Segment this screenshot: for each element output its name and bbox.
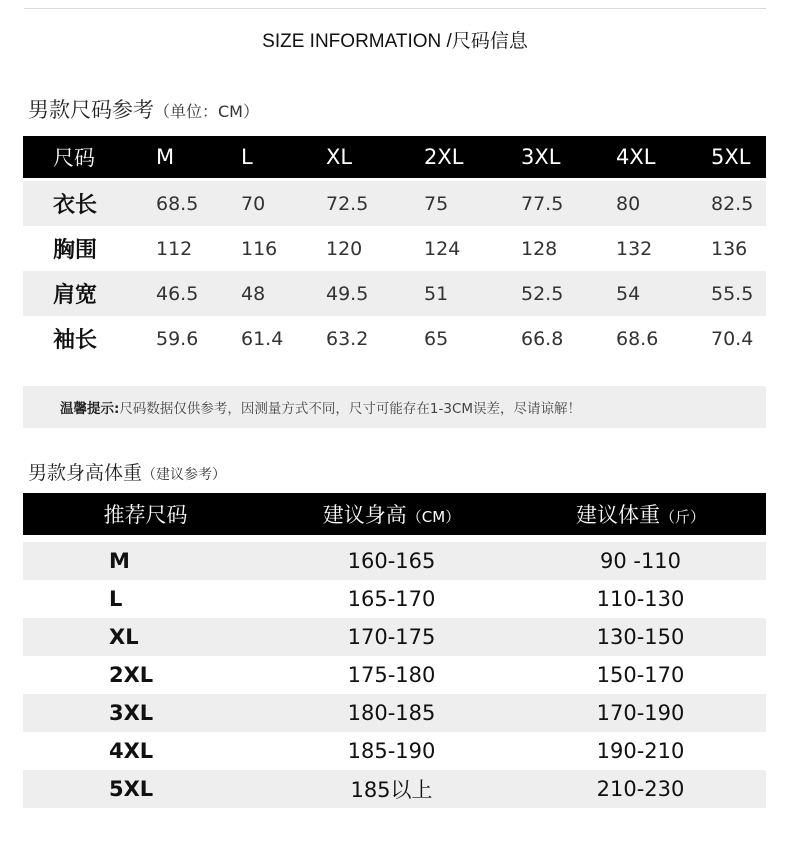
height-cell: 180-185 [347, 701, 436, 725]
size-table [23, 136, 766, 361]
table-row [23, 618, 766, 656]
size-cell: L [109, 587, 123, 611]
table-cell: 61.4 [241, 327, 284, 350]
table-cell: 82.5 [711, 192, 754, 215]
tip-banner [23, 386, 766, 428]
recommend-table-header [23, 493, 766, 535]
table-cell: 128 [521, 237, 558, 260]
section-title-text: 男款身高体重 [28, 462, 143, 484]
table-cell: 52.5 [521, 282, 564, 305]
weight-cell: 170-190 [596, 701, 685, 725]
size-cell: 2XL [109, 663, 154, 687]
section-title-height-weight [28, 458, 226, 485]
table-cell: 49.5 [326, 282, 369, 305]
table-cell: 66.8 [521, 327, 564, 350]
size-cell: 5XL [109, 777, 154, 801]
table-row [23, 316, 766, 361]
table-row [23, 181, 766, 226]
section-title-size-reference [28, 94, 259, 124]
header-main: 建议体重 [575, 503, 660, 527]
header-cell: 5XL [711, 145, 751, 169]
table-cell: 63.2 [326, 327, 369, 350]
section-note: （建议参考） [142, 467, 227, 483]
table-cell: 132 [616, 237, 653, 260]
section-title-text: 男款尺码参考 [28, 98, 154, 122]
size-cell: 4XL [109, 739, 154, 763]
size-table-header [23, 136, 766, 178]
header-cell: XL [326, 145, 353, 169]
header-cell: 2XL [424, 145, 464, 169]
table-cell: 70 [241, 192, 266, 215]
tip-text: 尺码数据仅供参考，因测量方式不同，尺寸可能存在1-3CM误差，尽请谅解！ [119, 401, 582, 417]
height-cell: 165-170 [347, 587, 436, 611]
table-cell: 116 [241, 237, 278, 260]
table-cell: 65 [424, 327, 449, 350]
table-cell: 72.5 [326, 192, 369, 215]
header-cell [515, 499, 766, 529]
table-row [23, 542, 766, 580]
header-sub: （CM） [406, 508, 461, 526]
table-row [23, 226, 766, 271]
table-cell: 112 [156, 237, 193, 260]
table-row [23, 656, 766, 694]
height-cell: 185以上 [350, 778, 433, 802]
header-cell: M [156, 145, 175, 169]
weight-cell: 90 -110 [599, 549, 682, 573]
row-label: 袖长 [53, 328, 98, 353]
table-cell: 124 [424, 237, 461, 260]
tip-label: 温馨提示: [60, 401, 120, 417]
table-cell: 55.5 [711, 282, 754, 305]
page-title: SIZE INFORMATION /尺码信息 [262, 31, 528, 52]
weight-cell: 190-210 [596, 739, 685, 763]
table-cell: 68.5 [156, 192, 199, 215]
table-cell: 59.6 [156, 327, 199, 350]
size-cell: 3XL [109, 701, 154, 725]
header-cell: 3XL [521, 145, 561, 169]
table-row [23, 770, 766, 808]
header-cell: L [241, 145, 253, 169]
height-cell: 175-180 [347, 663, 436, 687]
table-cell: 120 [326, 237, 363, 260]
header-cell: 4XL [616, 145, 656, 169]
size-cell: M [109, 549, 130, 573]
header-main: 推荐尺码 [103, 503, 188, 527]
table-cell: 77.5 [521, 192, 564, 215]
table-row [23, 694, 766, 732]
table-cell: 80 [616, 192, 641, 215]
weight-cell: 210-230 [596, 777, 685, 801]
table-row [23, 580, 766, 618]
header-cell [268, 499, 515, 529]
header-cell [23, 499, 268, 529]
weight-cell: 110-130 [596, 587, 685, 611]
weight-cell: 130-150 [596, 625, 685, 649]
size-cell: XL [109, 625, 139, 649]
row-label: 衣长 [53, 193, 98, 218]
table-cell: 48 [241, 282, 266, 305]
header-cell: 尺码 [53, 146, 95, 170]
table-cell: 46.5 [156, 282, 199, 305]
row-label: 胸围 [53, 238, 98, 263]
table-cell: 68.6 [616, 327, 659, 350]
top-divider [24, 8, 766, 9]
table-cell: 54 [616, 282, 641, 305]
section-unit: （单位：CM） [154, 102, 259, 121]
height-cell: 185-190 [347, 739, 436, 763]
row-label: 肩宽 [53, 283, 98, 308]
table-row [23, 732, 766, 770]
header-sub: （斤） [659, 508, 705, 526]
table-cell: 136 [711, 237, 748, 260]
table-row [23, 271, 766, 316]
table-cell: 70.4 [711, 327, 754, 350]
height-cell: 170-175 [347, 625, 436, 649]
table-cell: 51 [424, 282, 449, 305]
header-main: 建议身高 [322, 503, 407, 527]
table-cell: 75 [424, 192, 449, 215]
weight-cell: 150-170 [596, 663, 685, 687]
height-cell: 160-165 [347, 549, 436, 573]
recommend-table [23, 493, 766, 808]
